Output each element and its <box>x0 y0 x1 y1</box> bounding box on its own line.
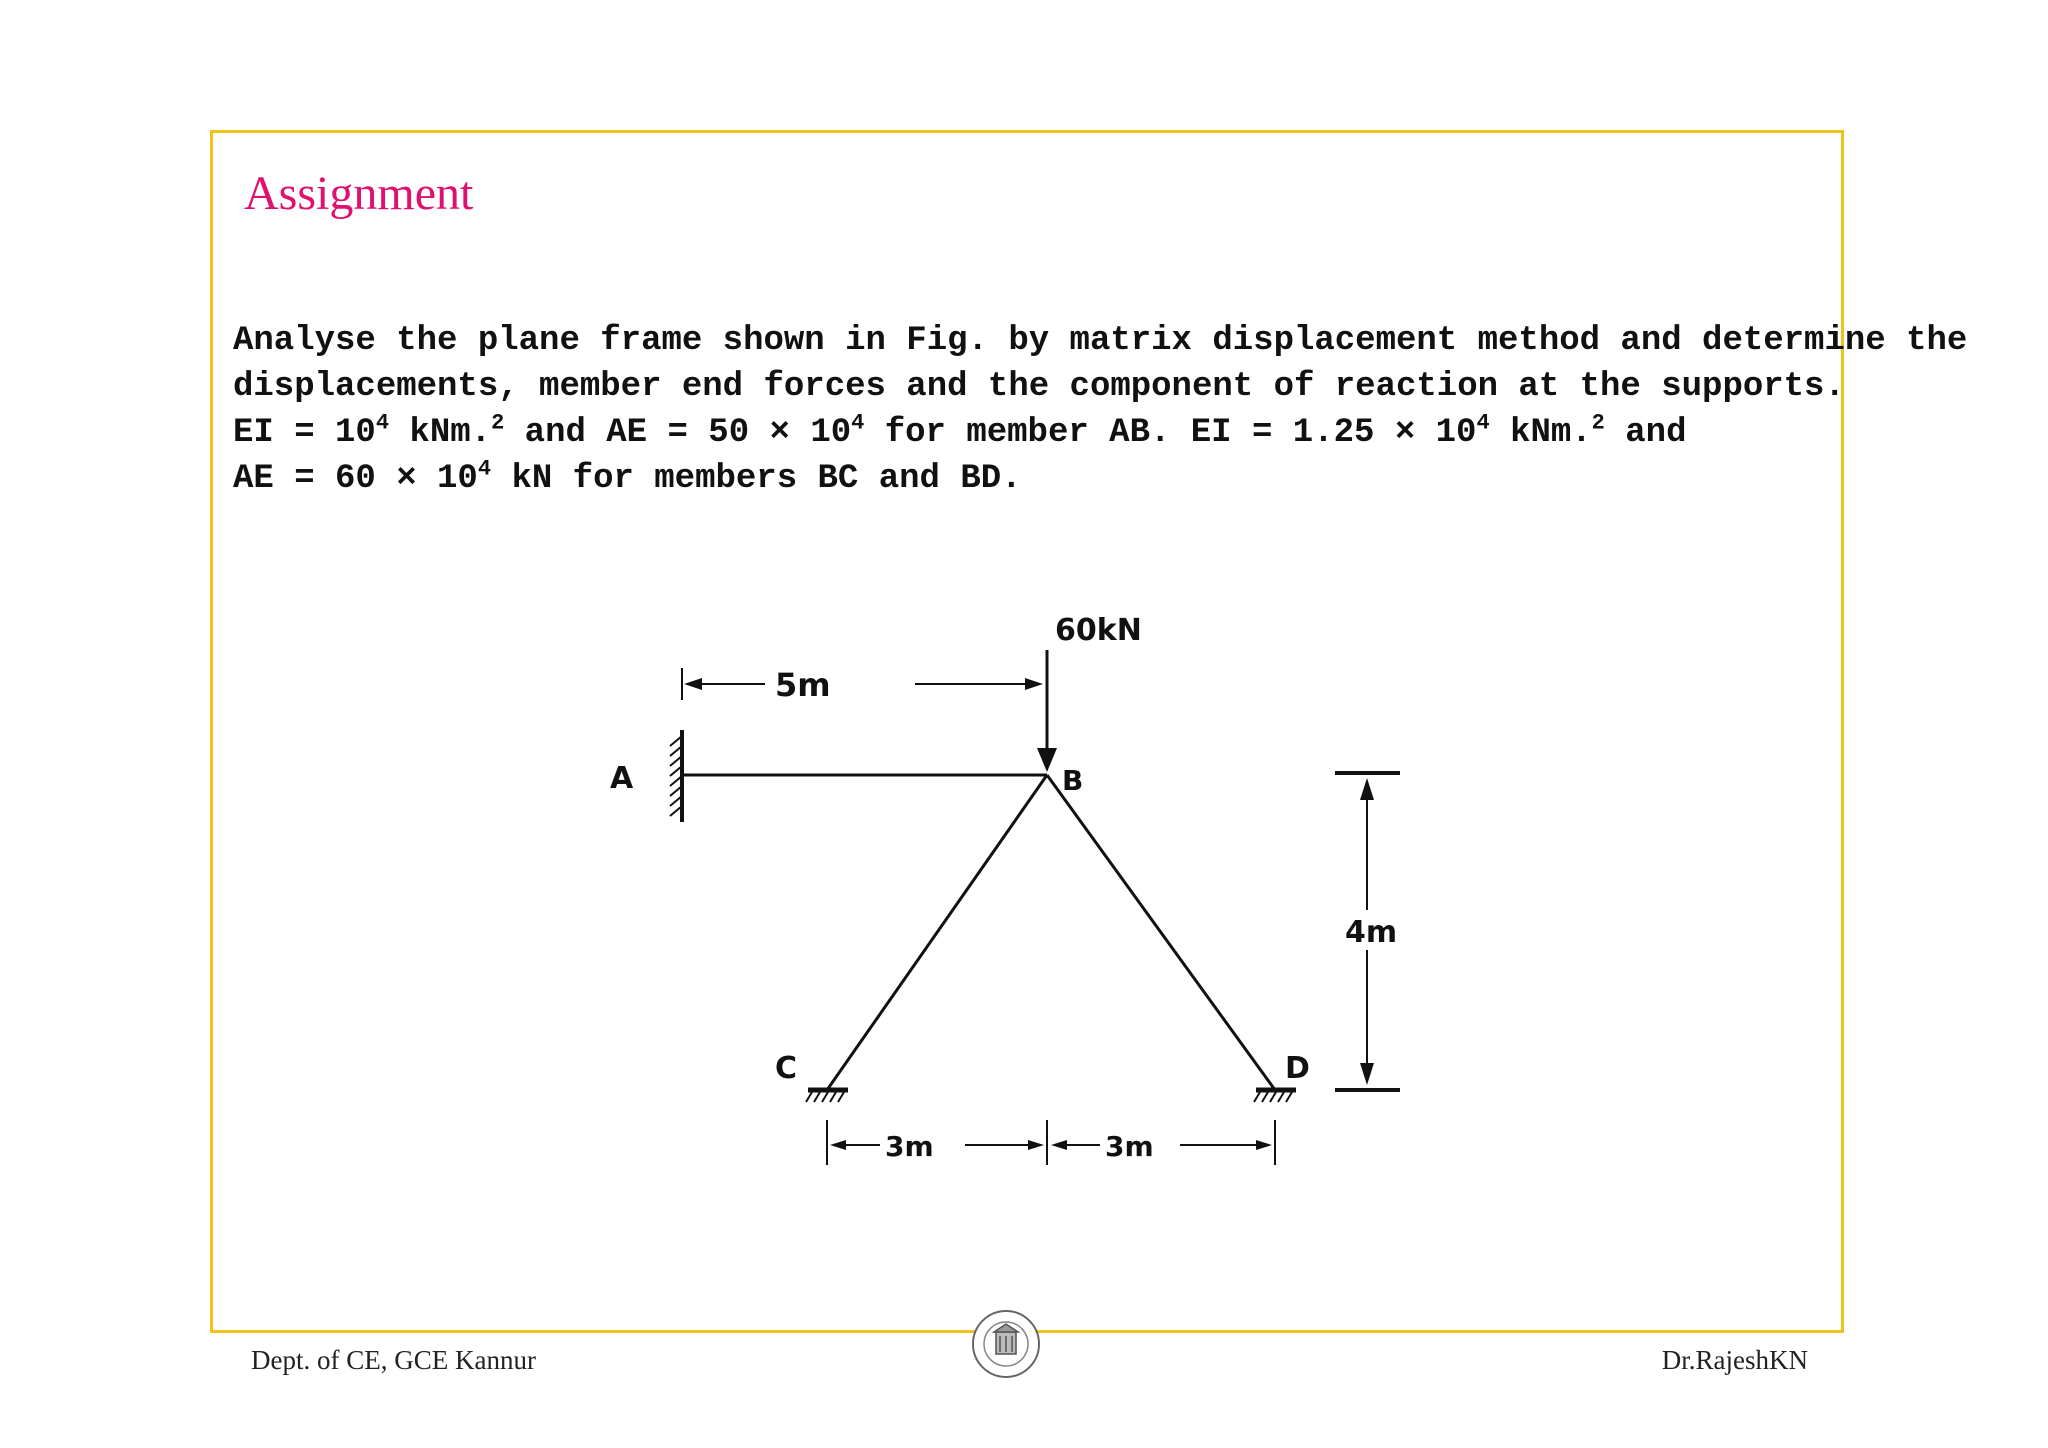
superscript: 2 <box>491 410 505 436</box>
problem-line-2: displacements, member end forces and the component of reaction at the supports. <box>233 368 1845 406</box>
dim-ab-label: 5m <box>775 666 831 704</box>
dim-cb-label: 3m <box>885 1130 934 1163</box>
text-run: for member AB. EI = 1.25 × 10 <box>864 414 1477 452</box>
problem-line-1: Analyse the plane frame shown in Fig. by matrix displacement method and determine the <box>233 322 1968 360</box>
support-c-hatch <box>806 1092 844 1102</box>
member-bc <box>827 775 1047 1090</box>
dim-bd-arrow-left <box>1051 1140 1067 1150</box>
dim-5m-arrow-left <box>684 678 702 690</box>
dim-height-label: 4m <box>1345 915 1398 950</box>
dim-cb-arrow-left <box>830 1140 846 1150</box>
text-run: AE = 60 × 10 <box>233 460 478 498</box>
text-run: kNm. <box>1489 414 1592 452</box>
dim-4m-arrow-bottom <box>1360 1063 1374 1085</box>
problem-line-4 <box>233 456 1809 502</box>
problem-line-3 <box>233 410 1809 456</box>
text-run: kN for members BC and BD. <box>491 460 1022 498</box>
dim-bd-arrow-right <box>1256 1140 1272 1150</box>
text-run: kNm. <box>389 414 492 452</box>
frame-figure <box>580 600 1480 1220</box>
footer-author: Dr.RajeshKN <box>1661 1345 1808 1375</box>
node-a-label: A <box>610 761 634 796</box>
dim-5m-arrow-right <box>1025 678 1043 690</box>
load-label: 60kN <box>1055 613 1142 648</box>
superscript: 4 <box>851 410 865 436</box>
support-d-hatch <box>1254 1092 1292 1102</box>
superscript: 4 <box>1476 410 1490 436</box>
member-bd <box>1047 775 1275 1090</box>
text-run: and <box>1604 414 1687 452</box>
node-b-label: B <box>1062 764 1084 797</box>
superscript: 4 <box>477 456 492 482</box>
dim-4m-arrow-top <box>1360 778 1374 800</box>
footer-department: Dept. of CE, GCE Kannur <box>251 1345 536 1375</box>
dim-cb-arrow-right <box>1028 1140 1044 1150</box>
text-run: EI = 10 <box>233 414 376 452</box>
node-c-label: C <box>775 1051 798 1086</box>
college-logo <box>970 1308 1042 1380</box>
slide-title: Assignment <box>244 167 474 220</box>
load-arrowhead <box>1037 748 1057 772</box>
superscript: 4 <box>375 410 390 436</box>
dim-bd-label: 3m <box>1105 1130 1154 1163</box>
superscript: 2 <box>1591 410 1605 436</box>
text-run: and AE = 50 × 10 <box>504 414 852 452</box>
node-d-label: D <box>1285 1051 1310 1086</box>
problem-statement <box>233 318 1968 502</box>
